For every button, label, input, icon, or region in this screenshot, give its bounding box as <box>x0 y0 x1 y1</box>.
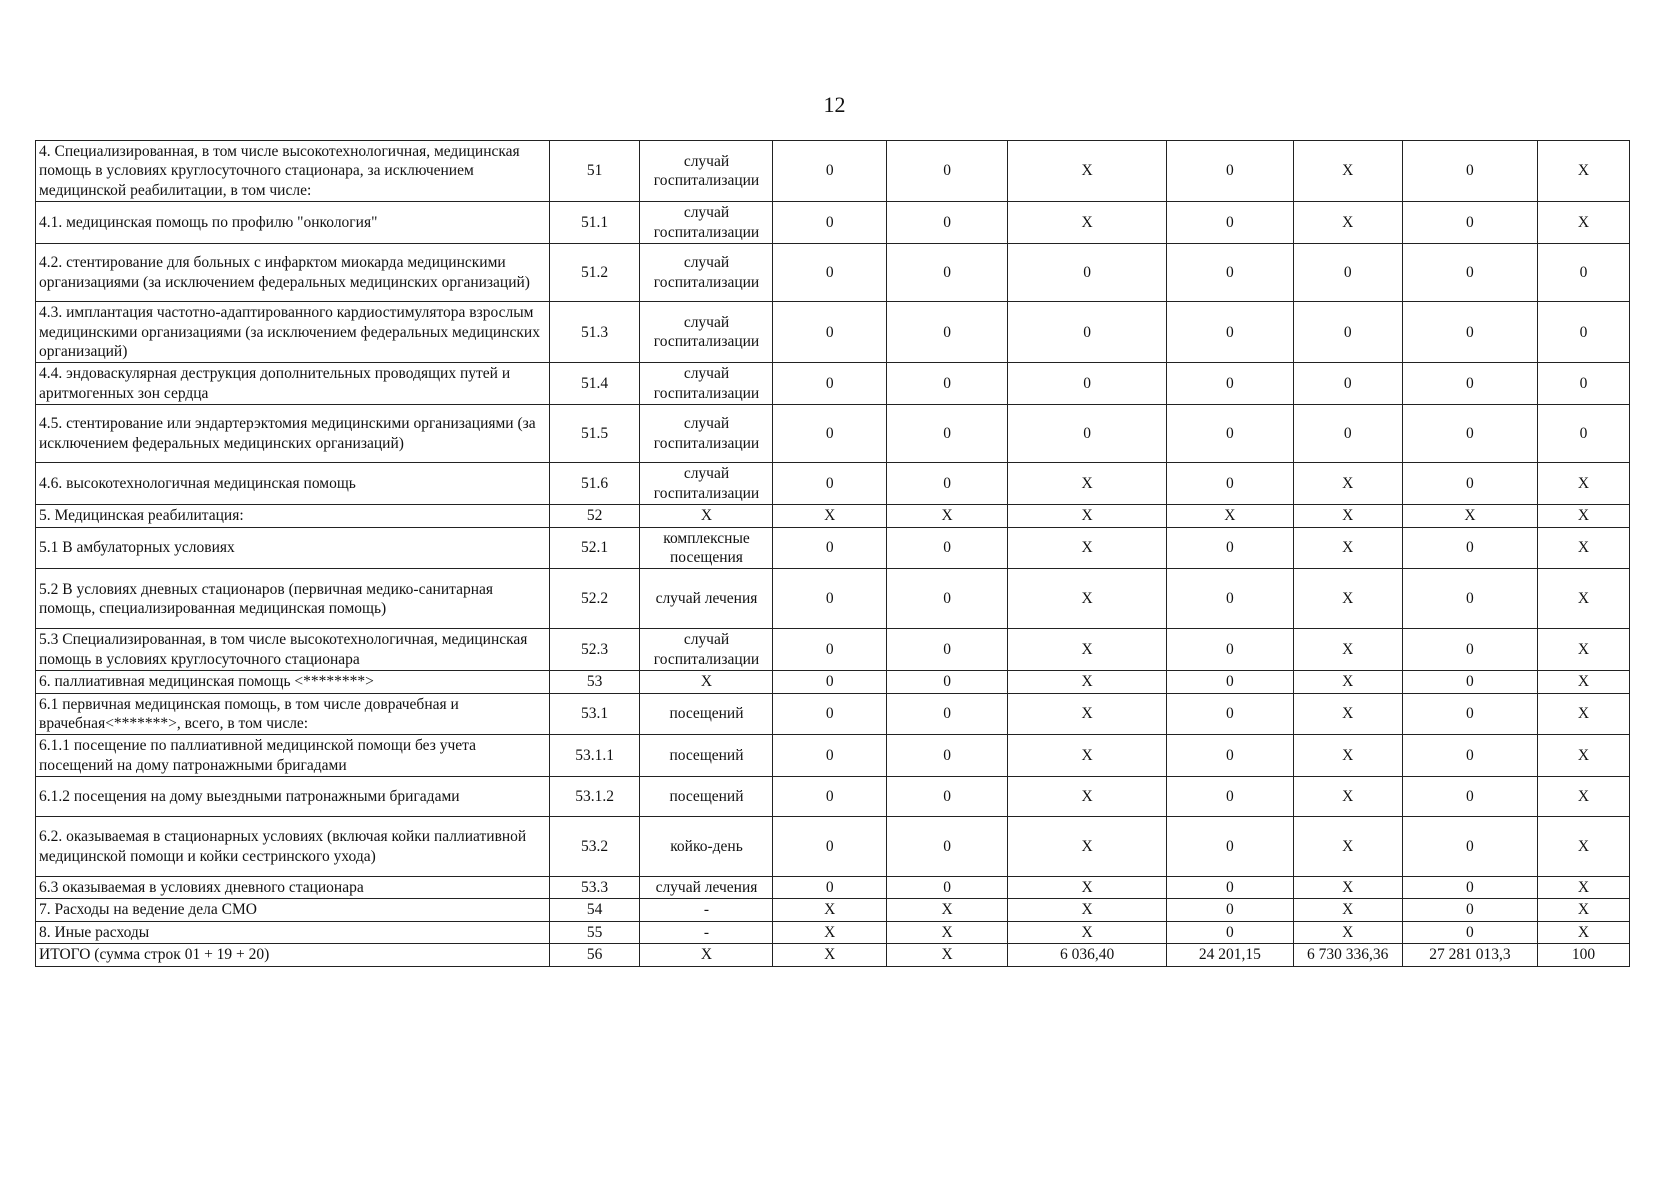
value-cell: 0 <box>1402 363 1537 405</box>
value-cell: 0 <box>1402 671 1537 693</box>
value-cell: 0 <box>773 363 887 405</box>
value-cell: 0 <box>1167 671 1294 693</box>
row-code: 56 <box>549 944 640 966</box>
value-cell: 6 730 336,36 <box>1293 944 1402 966</box>
row-code: 51.1 <box>549 202 640 244</box>
value-cell: 0 <box>1167 735 1294 777</box>
value-cell: 0 <box>887 527 1008 569</box>
value-cell: 0 <box>1008 244 1167 302</box>
value-cell: X <box>1538 505 1630 527</box>
table-row <box>36 899 1630 921</box>
value-cell: 100 <box>1538 944 1630 966</box>
row-code: 53.1 <box>549 693 640 735</box>
value-cell: X <box>1008 817 1167 877</box>
value-cell: X <box>1008 777 1167 817</box>
value-cell: X <box>1293 921 1402 943</box>
value-cell: 0 <box>773 244 887 302</box>
value-cell: X <box>773 899 887 921</box>
row-unit: случай госпитализации <box>640 405 773 463</box>
value-cell: 0 <box>887 405 1008 463</box>
row-unit: случай лечения <box>640 569 773 629</box>
value-cell: 0 <box>887 244 1008 302</box>
table-row <box>36 944 1630 966</box>
value-cell: X <box>773 944 887 966</box>
row-label: 6. паллиативная медицинская помощь <********> <box>36 671 550 693</box>
row-label: 4.3. имплантация частотно-адаптированного кардиостимулятора взрослым медицинскими организациями (за исключением федеральных медицинских организаций) <box>36 302 550 363</box>
row-unit: X <box>640 505 773 527</box>
row-unit: койко-день <box>640 817 773 877</box>
row-unit: случай госпитализации <box>640 463 773 505</box>
value-cell: 0 <box>1293 302 1402 363</box>
row-code: 51 <box>549 141 640 202</box>
table-row <box>36 505 1630 527</box>
value-cell: 0 <box>1008 405 1167 463</box>
value-cell: X <box>1538 671 1630 693</box>
value-cell: X <box>1293 463 1402 505</box>
table-row <box>36 569 1630 629</box>
row-label: 5.1 В амбулаторных условиях <box>36 527 550 569</box>
row-code: 54 <box>549 899 640 921</box>
value-cell: X <box>1538 817 1630 877</box>
value-cell: X <box>773 505 887 527</box>
value-cell: 0 <box>887 363 1008 405</box>
row-label: 5.3 Специализированная, в том числе высокотехнологичная, медицинская помощь в условиях круглосуточного стационара <box>36 629 550 671</box>
value-cell: 0 <box>1402 244 1537 302</box>
row-unit: случай госпитализации <box>640 629 773 671</box>
table-row <box>36 405 1630 463</box>
value-cell: 0 <box>887 569 1008 629</box>
row-code: 53.1.2 <box>549 777 640 817</box>
value-cell: 0 <box>887 202 1008 244</box>
row-code: 53 <box>549 671 640 693</box>
row-code: 52.3 <box>549 629 640 671</box>
value-cell: 0 <box>1167 877 1294 899</box>
value-cell: X <box>1293 899 1402 921</box>
value-cell: 0 <box>887 877 1008 899</box>
row-code: 51.6 <box>549 463 640 505</box>
value-cell: 0 <box>887 735 1008 777</box>
value-cell: 0 <box>1167 527 1294 569</box>
table-row <box>36 817 1630 877</box>
row-unit: посещений <box>640 693 773 735</box>
value-cell: 0 <box>887 629 1008 671</box>
value-cell: X <box>1008 671 1167 693</box>
row-unit: посещений <box>640 735 773 777</box>
value-cell: 0 <box>1167 921 1294 943</box>
table-row <box>36 141 1630 202</box>
value-cell: 0 <box>887 693 1008 735</box>
value-cell: X <box>1402 505 1537 527</box>
value-cell: 0 <box>1008 302 1167 363</box>
row-code: 53.3 <box>549 877 640 899</box>
value-cell: 0 <box>1402 302 1537 363</box>
row-unit: - <box>640 921 773 943</box>
row-label: 4.5. стентирование или эндартерэктомия медицинскими организациями (за исключением федеральных медицинских организаций) <box>36 405 550 463</box>
value-cell: X <box>1008 735 1167 777</box>
value-cell: 0 <box>773 817 887 877</box>
value-cell: 0 <box>1293 363 1402 405</box>
value-cell: 0 <box>1167 405 1294 463</box>
value-cell: 0 <box>1167 777 1294 817</box>
value-cell: 0 <box>773 141 887 202</box>
row-unit: случай госпитализации <box>640 244 773 302</box>
page-number: 12 <box>823 92 846 117</box>
table-row <box>36 302 1630 363</box>
value-cell: X <box>1538 463 1630 505</box>
value-cell: 6 036,40 <box>1008 944 1167 966</box>
value-cell: 0 <box>1538 405 1630 463</box>
value-cell: X <box>1538 877 1630 899</box>
value-cell: X <box>1008 693 1167 735</box>
value-cell: X <box>1293 671 1402 693</box>
value-cell: 0 <box>1402 899 1537 921</box>
value-cell: 0 <box>1402 629 1537 671</box>
value-cell: 0 <box>1167 302 1294 363</box>
row-label: 4.1. медицинская помощь по профилю "онкология" <box>36 202 550 244</box>
row-code: 53.1.1 <box>549 735 640 777</box>
value-cell: X <box>1538 899 1630 921</box>
value-cell: 0 <box>1167 629 1294 671</box>
value-cell: 0 <box>1402 569 1537 629</box>
value-cell: 27 281 013,3 <box>1402 944 1537 966</box>
row-unit: случай госпитализации <box>640 302 773 363</box>
value-cell: 0 <box>1402 693 1537 735</box>
row-label: 6.1 первичная медицинская помощь, в том числе доврачебная и врачебная<*******>, всего, в том числе: <box>36 693 550 735</box>
value-cell: 0 <box>1402 735 1537 777</box>
value-cell: 0 <box>1402 527 1537 569</box>
row-code: 53.2 <box>549 817 640 877</box>
row-code: 52.2 <box>549 569 640 629</box>
value-cell: X <box>1008 202 1167 244</box>
value-cell: X <box>1538 693 1630 735</box>
value-cell: X <box>1538 202 1630 244</box>
value-cell: X <box>1538 527 1630 569</box>
value-cell: 0 <box>1167 363 1294 405</box>
value-cell: 0 <box>773 527 887 569</box>
row-label: ИТОГО (сумма строк 01 + 19 + 20) <box>36 944 550 966</box>
value-cell: 0 <box>773 405 887 463</box>
value-cell: X <box>1293 877 1402 899</box>
row-label: 4.4. эндоваскулярная деструкция дополнительных проводящих путей и аритмогенных зон сердца <box>36 363 550 405</box>
value-cell: 0 <box>1402 463 1537 505</box>
row-label: 8. Иные расходы <box>36 921 550 943</box>
row-unit: X <box>640 944 773 966</box>
financing-table <box>35 140 1630 967</box>
value-cell: X <box>1008 463 1167 505</box>
table-row <box>36 777 1630 817</box>
value-cell: X <box>887 505 1008 527</box>
value-cell: 0 <box>1167 899 1294 921</box>
value-cell: X <box>887 899 1008 921</box>
row-label: 7. Расходы на ведение дела СМО <box>36 899 550 921</box>
row-label: 6.3 оказываемая в условиях дневного стационара <box>36 877 550 899</box>
table-row <box>36 363 1630 405</box>
table-row <box>36 693 1630 735</box>
value-cell: X <box>1293 693 1402 735</box>
value-cell: X <box>1008 527 1167 569</box>
row-code: 51.2 <box>549 244 640 302</box>
table-row <box>36 629 1630 671</box>
table-row <box>36 735 1630 777</box>
value-cell: 0 <box>773 735 887 777</box>
value-cell: 0 <box>887 671 1008 693</box>
value-cell: 0 <box>887 141 1008 202</box>
row-code: 52 <box>549 505 640 527</box>
value-cell: X <box>1167 505 1294 527</box>
value-cell: 0 <box>1293 405 1402 463</box>
value-cell: 0 <box>887 817 1008 877</box>
row-label: 4.6. высокотехнологичная медицинская помощь <box>36 463 550 505</box>
row-label: 4. Специализированная, в том числе высокотехнологичная, медицинская помощь в условиях круглосуточного стационара, за исключением медицинской реабилитации, в том числе: <box>36 141 550 202</box>
value-cell: 0 <box>773 202 887 244</box>
table-row <box>36 527 1630 569</box>
value-cell: X <box>1293 527 1402 569</box>
row-label: 6.2. оказываемая в стационарных условиях (включая койки паллиативной медицинской помощи и койки сестринского ухода) <box>36 817 550 877</box>
value-cell: 0 <box>887 302 1008 363</box>
value-cell: 0 <box>1538 363 1630 405</box>
value-cell: 0 <box>887 463 1008 505</box>
value-cell: 0 <box>1538 244 1630 302</box>
row-unit: случай лечения <box>640 877 773 899</box>
value-cell: 0 <box>887 777 1008 817</box>
value-cell: 0 <box>1402 202 1537 244</box>
value-cell: 0 <box>1167 463 1294 505</box>
value-cell: 0 <box>1402 877 1537 899</box>
table-row <box>36 244 1630 302</box>
value-cell: X <box>1538 735 1630 777</box>
value-cell: X <box>1293 735 1402 777</box>
row-label: 6.1.2 посещения на дому выездными патронажными бригадами <box>36 777 550 817</box>
value-cell: X <box>1008 505 1167 527</box>
row-unit: посещений <box>640 777 773 817</box>
value-cell: 0 <box>773 671 887 693</box>
row-unit: случай госпитализации <box>640 363 773 405</box>
value-cell: 0 <box>1402 921 1537 943</box>
value-cell: 0 <box>1402 817 1537 877</box>
row-code: 52.1 <box>549 527 640 569</box>
value-cell: 0 <box>773 877 887 899</box>
row-unit: случай госпитализации <box>640 141 773 202</box>
value-cell: X <box>1538 629 1630 671</box>
value-cell: 0 <box>773 693 887 735</box>
value-cell: X <box>1008 877 1167 899</box>
value-cell: 0 <box>773 302 887 363</box>
value-cell: 0 <box>1402 405 1537 463</box>
value-cell: X <box>1293 569 1402 629</box>
table-row <box>36 202 1630 244</box>
row-label: 5.2 В условиях дневных стационаров (первичная медико-санитарная помощь, специализированная медицинская помощь) <box>36 569 550 629</box>
row-code: 51.5 <box>549 405 640 463</box>
value-cell: 0 <box>1167 202 1294 244</box>
row-label: 6.1.1 посещение по паллиативной медицинской помощи без учета посещений на дому патронажными бригадами <box>36 735 550 777</box>
value-cell: X <box>1008 629 1167 671</box>
value-cell: X <box>1293 817 1402 877</box>
value-cell: X <box>1008 141 1167 202</box>
value-cell: 24 201,15 <box>1167 944 1294 966</box>
row-label: 4.2. стентирование для больных с инфарктом миокарда медицинскими организациями (за исключением федеральных медицинских организаций) <box>36 244 550 302</box>
value-cell: 0 <box>773 569 887 629</box>
value-cell: 0 <box>1293 244 1402 302</box>
row-unit: - <box>640 899 773 921</box>
value-cell: 0 <box>1167 141 1294 202</box>
value-cell: 0 <box>1167 693 1294 735</box>
value-cell: X <box>1008 569 1167 629</box>
value-cell: X <box>1008 921 1167 943</box>
value-cell: X <box>1538 569 1630 629</box>
value-cell: X <box>1293 202 1402 244</box>
row-code: 55 <box>549 921 640 943</box>
value-cell: X <box>1008 899 1167 921</box>
row-unit: X <box>640 671 773 693</box>
row-code: 51.3 <box>549 302 640 363</box>
row-code: 51.4 <box>549 363 640 405</box>
value-cell: X <box>1538 777 1630 817</box>
value-cell: X <box>1293 141 1402 202</box>
value-cell: 0 <box>773 629 887 671</box>
value-cell: X <box>1538 141 1630 202</box>
value-cell: 0 <box>773 777 887 817</box>
value-cell: X <box>887 921 1008 943</box>
value-cell: X <box>1293 777 1402 817</box>
table-row <box>36 921 1630 943</box>
value-cell: X <box>773 921 887 943</box>
table-row <box>36 877 1630 899</box>
value-cell: X <box>1293 629 1402 671</box>
table-row <box>36 671 1630 693</box>
value-cell: 0 <box>1167 569 1294 629</box>
value-cell: 0 <box>1008 363 1167 405</box>
value-cell: 0 <box>1402 777 1537 817</box>
value-cell: X <box>887 944 1008 966</box>
value-cell: 0 <box>1167 817 1294 877</box>
table-row <box>36 463 1630 505</box>
row-unit: комплексные посещения <box>640 527 773 569</box>
value-cell: 0 <box>1538 302 1630 363</box>
value-cell: 0 <box>1167 244 1294 302</box>
row-unit: случай госпитализации <box>640 202 773 244</box>
value-cell: X <box>1293 505 1402 527</box>
value-cell: 0 <box>773 463 887 505</box>
row-label: 5. Медицинская реабилитация: <box>36 505 550 527</box>
value-cell: X <box>1538 921 1630 943</box>
value-cell: 0 <box>1402 141 1537 202</box>
